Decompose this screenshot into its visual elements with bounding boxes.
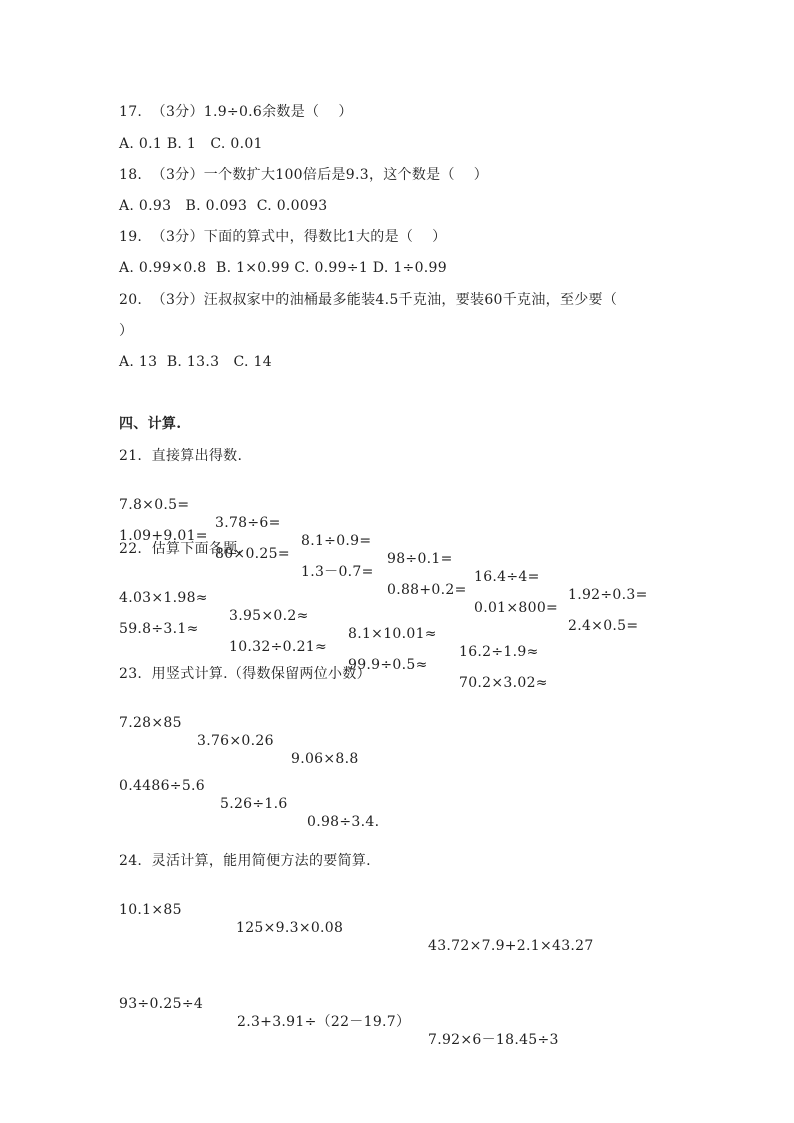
- q21-problem: 3.78÷6=: [215, 515, 281, 531]
- q21-problem: 1.92÷0.3=: [568, 587, 648, 603]
- q24-problem: 2.3+3.91÷（22－19.7）: [237, 1014, 411, 1030]
- q22-problem: 16.2÷1.9≈: [459, 644, 539, 660]
- section-heading: 四、计算.: [119, 416, 182, 432]
- q21-title: 21. 直接算出得数.: [119, 448, 243, 464]
- q21-problem: 1.3－0.7=: [301, 564, 374, 580]
- q18-options: A. 0.93 B. 0.093 C. 0.0093: [119, 198, 328, 214]
- q23-problem: 0.98÷3.4.: [307, 814, 380, 830]
- q24-title: 24. 灵活计算，能用简便方法的要简算.: [119, 853, 371, 869]
- q24-problem: 93÷0.25÷4: [119, 996, 204, 1012]
- q21-problem: 8.1÷0.9=: [301, 533, 372, 549]
- q24-problem: 7.92×6－18.45÷3: [428, 1032, 559, 1048]
- q21-problem: 0.88+0.2=: [387, 582, 467, 598]
- q19-stem: 19. （3分）下面的算式中，得数比1大的是（ ）: [119, 229, 447, 245]
- q21-problem: 7.8×0.5=: [119, 497, 190, 513]
- q21-problem: 80×0.25=: [215, 546, 290, 562]
- q23-title: 23. 用竖式计算.（得数保留两位小数）: [119, 666, 371, 682]
- q22-problem: 4.03×1.98≈: [119, 590, 208, 606]
- q22-problem: 3.95×0.2≈: [229, 608, 309, 624]
- q22-title: 22. 估算下面各题.: [119, 541, 243, 557]
- q21-problem: 1.09+9.01=: [119, 528, 208, 544]
- q21-problem: 0.01×800=: [474, 600, 559, 616]
- q21-problem: 16.4÷4=: [474, 569, 540, 585]
- q23-problem: 7.28×85: [119, 715, 182, 731]
- q24-problem: 125×9.3×0.08: [236, 920, 344, 936]
- q22-problem: 99.9÷0.5≈: [348, 657, 428, 673]
- q21-problem: 2.4×0.5=: [568, 618, 639, 634]
- q24-problem: 43.72×7.9+2.1×43.27: [428, 938, 594, 954]
- q24-row1: [119, 883, 594, 955]
- q20-stem-line2: ）: [119, 323, 134, 339]
- q17-options: A. 0.1 B. 1 C. 0.01: [119, 136, 263, 152]
- q22-problem: 10.32÷0.21≈: [229, 639, 328, 655]
- q20-options: A. 13 B. 13.3 C. 14: [119, 354, 272, 370]
- q22-problem: 70.2×3.02≈: [459, 675, 548, 691]
- q23-row1: [119, 696, 359, 768]
- q23-problem: 5.26÷1.6: [220, 796, 288, 812]
- q21-problem: 98÷0.1=: [387, 551, 453, 567]
- q23-problem: 3.76×0.26: [197, 733, 274, 749]
- q23-problem: 0.4486÷5.6: [119, 778, 205, 794]
- q24-problem: 10.1×85: [119, 902, 182, 918]
- q20-stem-line1: 20. （3分）汪叔叔家中的油桶最多能装4.5千克油，要装60千克油，至少要（: [119, 292, 618, 308]
- q19-options: A. 0.99×0.8 B. 1×0.99 C. 0.99÷1 D. 1÷0.99: [119, 260, 447, 276]
- q24-row2: [119, 977, 559, 1049]
- q17-stem: 17. （3分）1.9÷0.6余数是（ ）: [119, 104, 353, 120]
- q23-problem: 9.06×8.8: [291, 751, 359, 767]
- q22-problem: 8.1×10.01≈: [348, 626, 437, 642]
- q18-stem: 18. （3分）一个数扩大100倍后是9.3，这个数是（ ）: [119, 167, 489, 183]
- q22-problem: 59.8÷3.1≈: [119, 621, 199, 637]
